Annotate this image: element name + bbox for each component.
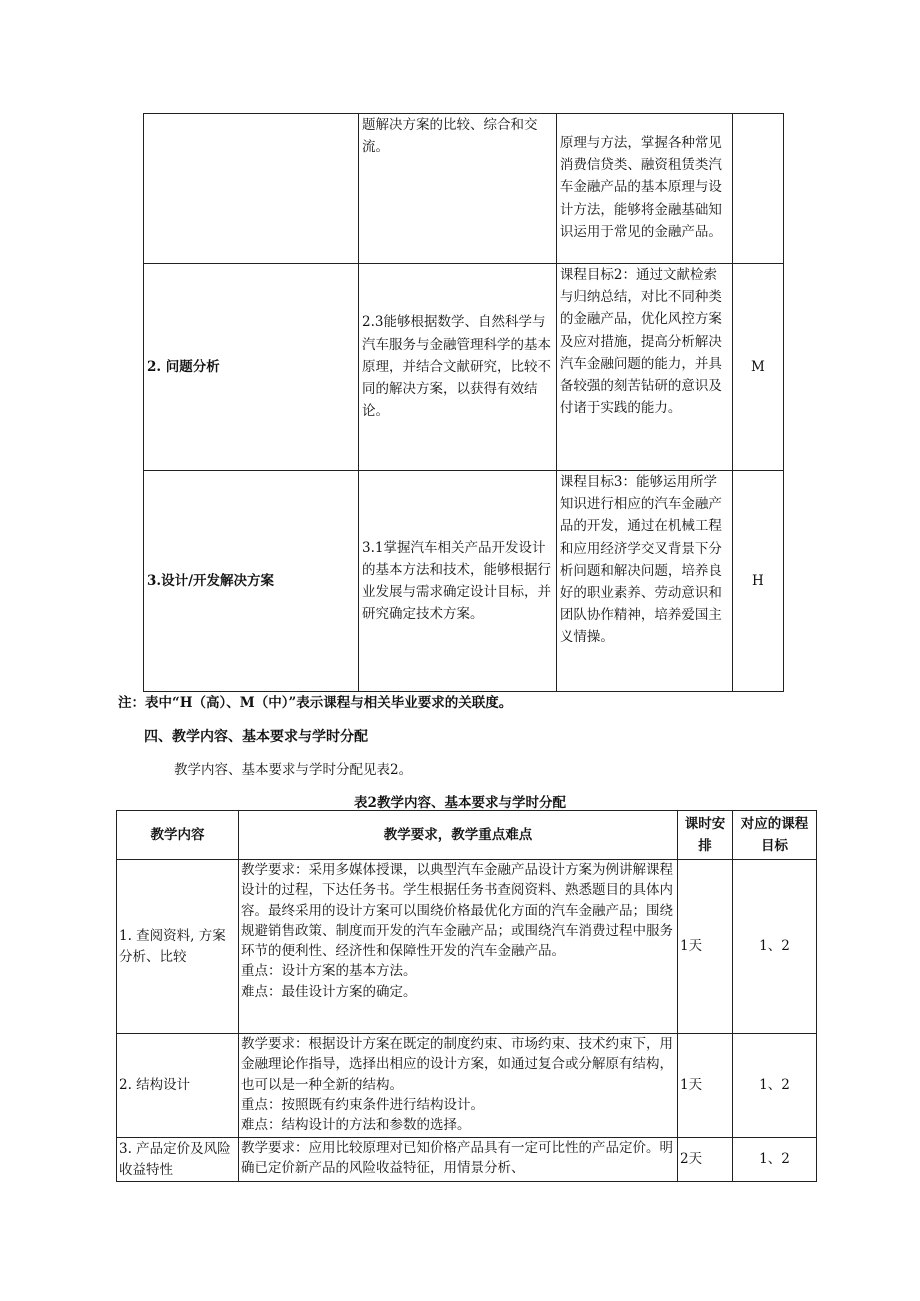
header-hours: 课时安排 <box>678 811 733 860</box>
objective-cell: 原理与方法，掌握各种常见消费信贷类、融资租赁类汽车金融产品的基本原理与设计方法，能够将金融基础知识运用于常见的金融产品。 <box>556 114 732 264</box>
requirements-cell <box>239 860 678 1034</box>
requirement-text: 教学要求：根据设计方案在既定的制度约束、市场约束、技术约束下，用金融理论作指导，选择出相应的设计方案，如通过复合或分解原有结构，也可以是一种全新的结构。 <box>241 1036 673 1093</box>
header-content: 教学内容 <box>117 811 239 860</box>
requirements-table <box>143 113 784 692</box>
section-heading: 四、教学内容、基本要求与学时分配 <box>144 729 368 745</box>
level-cell: M <box>732 264 783 471</box>
goals-cell: 1、2 <box>733 860 817 1034</box>
teaching-content-table <box>116 810 817 1182</box>
goals-cell: 1、2 <box>733 1138 817 1182</box>
requirements-cell <box>239 1138 678 1182</box>
hours-cell: 1天 <box>678 1034 733 1138</box>
table-row <box>144 471 784 692</box>
difficulty: 难点：最佳设计方案的确定。 <box>241 983 417 1000</box>
key-point: 重点：按照既有约束条件进行结构设计。 <box>241 1096 484 1113</box>
table-caption: 表2教学内容、基本要求与学时分配 <box>354 795 566 811</box>
indicator-cell: 题解决方案的比较、综合和交流。 <box>359 114 557 264</box>
table-row <box>117 1034 817 1138</box>
difficulty: 难点：结构设计的方法和参数的选择。 <box>241 1117 471 1134</box>
header-requirements: 教学要求，教学重点难点 <box>239 811 678 860</box>
requirement-cell: 2. 问题分析 <box>144 264 359 471</box>
hours-cell: 2天 <box>678 1138 733 1182</box>
indicator-cell: 2.3能够根据数学、自然科学与汽车服务与金融管理科学的基本原理，并结合文献研究，比较不同的解决方案，以获得有效结论。 <box>359 264 557 471</box>
content-cell: 2. 结构设计 <box>117 1034 239 1138</box>
table-note: 注：表中“H（高）、M（中）”表示课程与相关毕业要求的关联度。 <box>118 695 513 711</box>
table-row <box>144 114 784 264</box>
requirements-cell <box>239 1034 678 1138</box>
level-cell: H <box>732 471 783 692</box>
content-cell: 3. 产品定价及风险收益特性 <box>117 1138 239 1182</box>
requirement-cell <box>144 114 359 264</box>
table-row <box>117 860 817 1034</box>
requirement-text: 教学要求：应用比较原理对已知价格产品具有一定可比性的产品定价。明确已定价新产品的风险收益特征，用情景分析、 <box>241 1140 673 1177</box>
requirement-text: 教学要求：采用多媒体授课，以典型汽车金融产品设计方案为例讲解课程设计的过程，下达任务书。学生根据任务书查阅资料、熟悉题目的具体内容。最终采用的设计方案可以围绕价格最优化方面的汽车金融产品；围绕规避销售政策、制度而开发的汽车金融产品；或围绕汽车消费过程中服务环节的便利性、经济性和保障性开发的汽车金融产品。 <box>241 862 673 960</box>
requirement-cell: 3.设计/开发解决方案 <box>144 471 359 692</box>
objective-cell: 课程目标2：通过文献检索与归纳总结，对比不同种类的金融产品，优化风控方案及应对措施，提高分析解决汽车金融问题的能力，并具备较强的刻苦钻研的意识及付诸于实践的能力。 <box>556 264 732 471</box>
section-paragraph: 教学内容、基本要求与学时分配见表2。 <box>174 762 413 778</box>
goals-cell: 1、2 <box>733 1034 817 1138</box>
table-row <box>117 1138 817 1182</box>
key-point: 重点：设计方案的基本方法。 <box>241 963 417 980</box>
hours-cell: 1天 <box>678 860 733 1034</box>
objective-cell: 课程目标3：能够运用所学知识进行相应的汽车金融产品的开发，通过在机械工程和应用经济学交叉背景下分析问题和解决问题，培养良好的职业素养、劳动意识和团队协作精神，培养爱国主义情操。 <box>556 471 732 692</box>
indicator-cell: 3.1掌握汽车相关产品开发设计的基本方法和技术，能够根据行业发展与需求确定设计目标，并研究确定技术方案。 <box>359 471 557 692</box>
table-row <box>144 264 784 471</box>
level-cell <box>732 114 783 264</box>
table-header-row <box>117 811 817 860</box>
header-goals: 对应的课程目标 <box>733 811 817 860</box>
content-cell: 1. 查阅资料, 方案分析、比较 <box>117 860 239 1034</box>
